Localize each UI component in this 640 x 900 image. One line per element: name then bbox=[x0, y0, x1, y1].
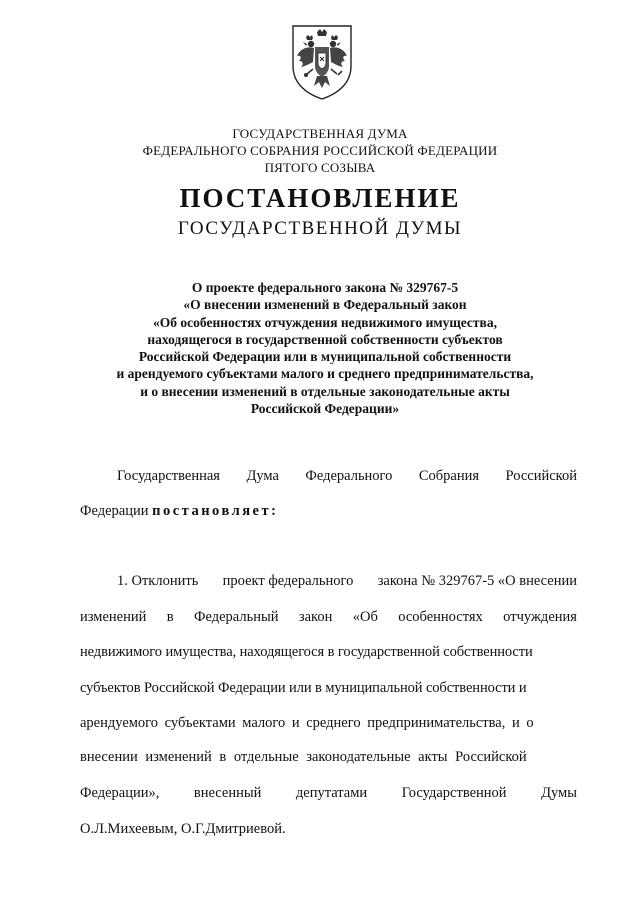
subject-line: и о внесении изменений в отдельные законодательные акты bbox=[140, 383, 510, 399]
point-1-segment: 1. Отклонить bbox=[117, 573, 199, 589]
subject-line: Российской Федерации или в муниципальной собственности bbox=[138, 349, 512, 365]
point-1-word: Думы bbox=[541, 785, 577, 801]
preamble-word: Федерального bbox=[305, 468, 393, 484]
org-line-1: ГОСУДАРСТВЕННАЯ ДУМА bbox=[232, 126, 408, 141]
point-1-line-8: О.Л.Михеевым, О.Г.Дмитриевой. bbox=[80, 821, 286, 837]
point-1-word: в bbox=[166, 609, 174, 625]
org-line-3: ПЯТОГО СОЗЫВА bbox=[264, 160, 376, 175]
point-1-line-2 bbox=[80, 608, 577, 626]
point-1-line-1 bbox=[117, 572, 577, 590]
preamble-line-2 bbox=[80, 502, 577, 520]
state-emblem-icon bbox=[287, 22, 357, 102]
point-1-line-7 bbox=[80, 784, 577, 802]
point-1-word: особенностях bbox=[398, 609, 483, 625]
subject-line: и арендуемого субъектами малого и среднего предпринимательства, bbox=[116, 366, 534, 382]
issuer-title: ГОСУДАРСТВЕННОЙ ДУМЫ bbox=[177, 218, 463, 239]
preamble-line-1 bbox=[117, 467, 577, 485]
point-1-segment: проект федерального bbox=[222, 573, 354, 589]
point-1-word: «Об bbox=[352, 609, 378, 625]
document-type-title: ПОСТАНОВЛЕНИЕ bbox=[179, 183, 461, 213]
point-1-line-5: арендуемого субъектами малого и среднего предпринимательства, и о bbox=[80, 715, 534, 731]
point-1-line-3: недвижимого имущества, находящегося в государственной собственности bbox=[80, 644, 533, 660]
point-1-word: внесенный bbox=[193, 785, 262, 801]
subject-line: О проекте федерального закона № 329767-5 bbox=[191, 280, 459, 295]
preamble-word: Дума bbox=[246, 468, 279, 484]
point-1-word: изменений bbox=[80, 609, 147, 625]
preamble-word: Российской bbox=[505, 468, 577, 484]
preamble-word: Собрания bbox=[418, 468, 480, 484]
point-1-line-6: внесении изменений в отдельные законодательные акты Российской bbox=[80, 749, 527, 765]
point-1-word: отчуждения bbox=[503, 609, 577, 625]
point-1-segment: закона № 329767-5 «О внесении bbox=[377, 573, 577, 589]
preamble-word: Государственная bbox=[117, 468, 220, 484]
org-line-2: ФЕДЕРАЛЬНОГО СОБРАНИЯ РОССИЙСКОЙ ФЕДЕРАЦИИ bbox=[142, 143, 498, 158]
point-1-word: закон bbox=[298, 609, 333, 625]
subject-line: «О внесении изменений в Федеральный закон bbox=[183, 297, 467, 313]
subject-line: находящегося в государственной собственности субъектов bbox=[147, 331, 503, 347]
subject-line: Российской Федерации» bbox=[250, 401, 400, 417]
point-1-word: Государственной bbox=[401, 785, 507, 801]
subject-line: «Об особенностях отчуждения недвижимого имущества, bbox=[153, 314, 497, 330]
resolution-verb: постановляет: bbox=[152, 503, 279, 519]
point-1-word: Федеральный bbox=[194, 609, 279, 625]
point-1-word: депутатами bbox=[295, 785, 368, 801]
document-subject bbox=[60, 279, 590, 417]
point-1-line-4: субъектов Российской Федерации или в муниципальной собственности и bbox=[80, 680, 527, 696]
preamble-text: Федерации bbox=[80, 503, 153, 519]
point-1-word: Федерации», bbox=[80, 785, 160, 801]
